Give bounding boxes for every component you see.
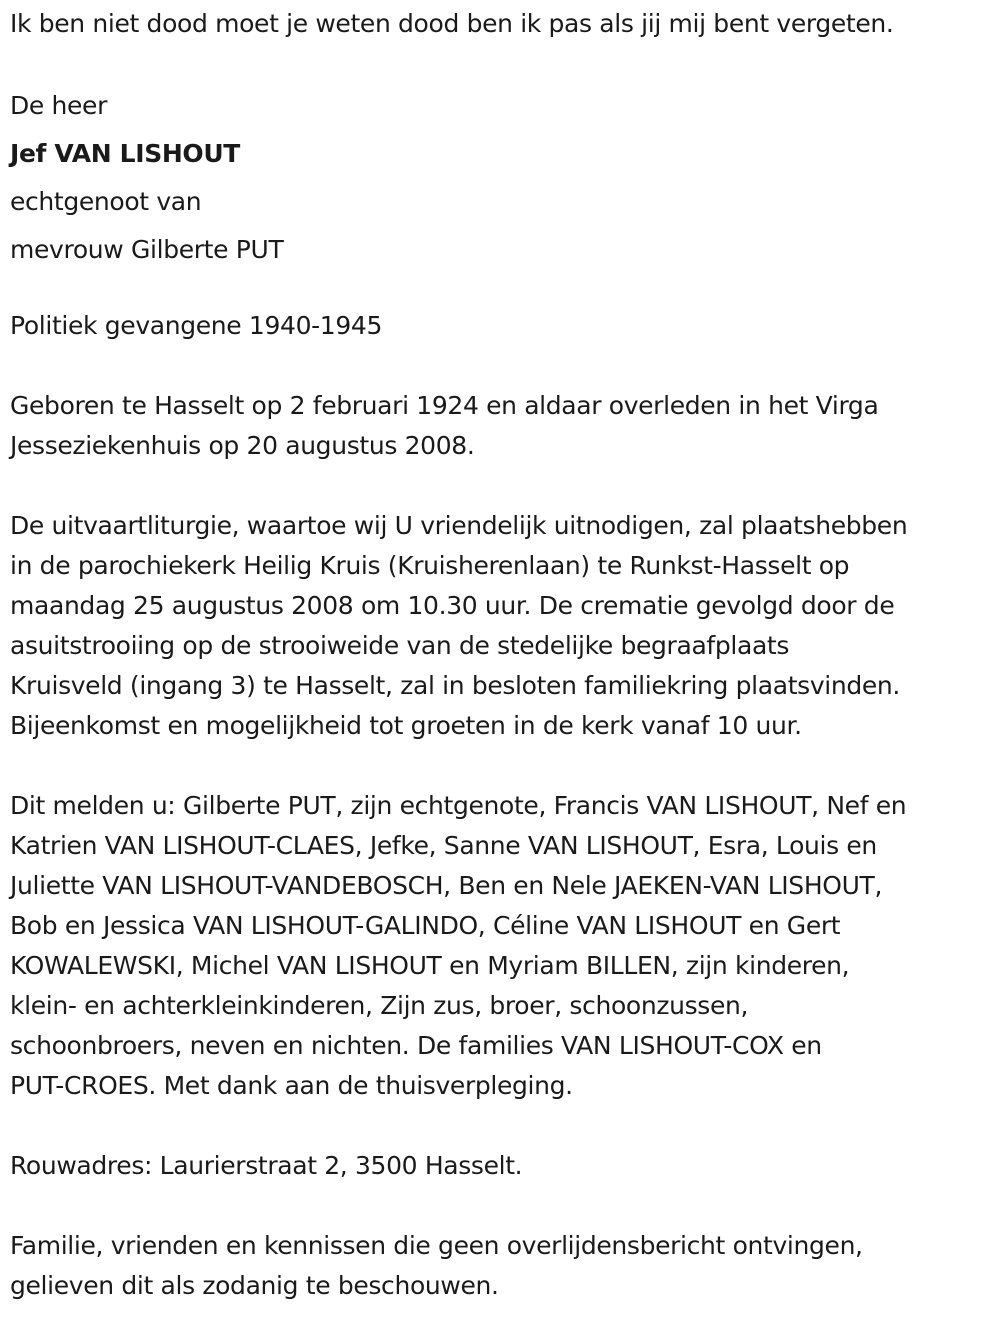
paragraph-line: Geboren te Hasselt op 2 februari 1924 en aldaar overleden in het Virga bbox=[10, 391, 879, 420]
paragraph-line: KOWALEWSKI, Michel VAN LISHOUT en Myriam BILLEN, zijn kinderen, bbox=[10, 951, 850, 980]
birth-death-paragraph bbox=[10, 386, 995, 466]
paragraph-line: klein- en achterkleinkinderen, Zijn zus, broer, schoonzussen, bbox=[10, 991, 749, 1020]
paragraph-line: Juliette VAN LISHOUT-VANDEBOSCH, Ben en Nele JAEKEN-VAN LISHOUT, bbox=[10, 871, 883, 900]
spacer bbox=[10, 346, 995, 386]
spacer bbox=[10, 274, 995, 306]
spouse-label: echtgenoot van bbox=[10, 187, 202, 216]
paragraph-line: Kruisveld (ingang 3) te Hasselt, zal in besloten familiekring plaatsvinden. bbox=[10, 671, 901, 700]
motto: Ik ben niet dood moet je weten dood ben ik pas als jij mij bent vergeten. bbox=[10, 9, 894, 38]
obituary-document bbox=[10, 4, 995, 1306]
spacer bbox=[10, 44, 995, 84]
paragraph-line: Jesseziekenhuis op 20 augustus 2008. bbox=[10, 431, 475, 460]
paragraph-line: maandag 25 augustus 2008 om 10.30 uur. De crematie gevolgd door de bbox=[10, 591, 895, 620]
spacer bbox=[10, 466, 995, 506]
paragraph-line: Bijeenkomst en mogelijkheid tot groeten in de kerk vanaf 10 uur. bbox=[10, 711, 802, 740]
funeral-paragraph bbox=[10, 506, 995, 746]
paragraph-line: schoonbroers, neven en nichten. De families VAN LISHOUT-COX en bbox=[10, 1031, 822, 1060]
deceased-name: Jef VAN LISHOUT bbox=[10, 139, 240, 168]
paragraph-line: asuitstrooiing op de strooiweide van de stedelijke begraafplaats bbox=[10, 631, 790, 660]
paragraph-line: in de parochiekerk Heilig Kruis (Kruisherenlaan) te Runkst-Hasselt op bbox=[10, 551, 850, 580]
paragraph-line: PUT-CROES. Met dank aan de thuisverpleging. bbox=[10, 1071, 573, 1100]
closing-paragraph bbox=[10, 1226, 995, 1306]
paragraph-line: gelieven dit als zodanig te beschouwen. bbox=[10, 1271, 499, 1300]
paragraph-line: Dit melden u: Gilberte PUT, zijn echtgenote, Francis VAN LISHOUT, Nef en bbox=[10, 791, 907, 820]
mourning-address: Rouwadres: Laurierstraat 2, 3500 Hasselt. bbox=[10, 1151, 523, 1180]
paragraph-line: De uitvaartliturgie, waartoe wij U vriendelijk uitnodigen, zal plaatshebben bbox=[10, 511, 908, 540]
paragraph-line: Bob en Jessica VAN LISHOUT-GALINDO, Céline VAN LISHOUT en Gert bbox=[10, 911, 841, 940]
paragraph-line: Katrien VAN LISHOUT-CLAES, Jefke, Sanne VAN LISHOUT, Esra, Louis en bbox=[10, 831, 877, 860]
paragraph-line: Familie, vrienden en kennissen die geen overlijdensbericht ontvingen, bbox=[10, 1231, 863, 1260]
honor-line: Politiek gevangene 1940-1945 bbox=[10, 311, 383, 340]
announcers-paragraph bbox=[10, 786, 995, 1106]
spacer bbox=[10, 1106, 995, 1146]
spouse-name: mevrouw Gilberte PUT bbox=[10, 235, 284, 264]
spacer bbox=[10, 1186, 995, 1226]
spacer bbox=[10, 746, 995, 786]
title: De heer bbox=[10, 91, 108, 120]
